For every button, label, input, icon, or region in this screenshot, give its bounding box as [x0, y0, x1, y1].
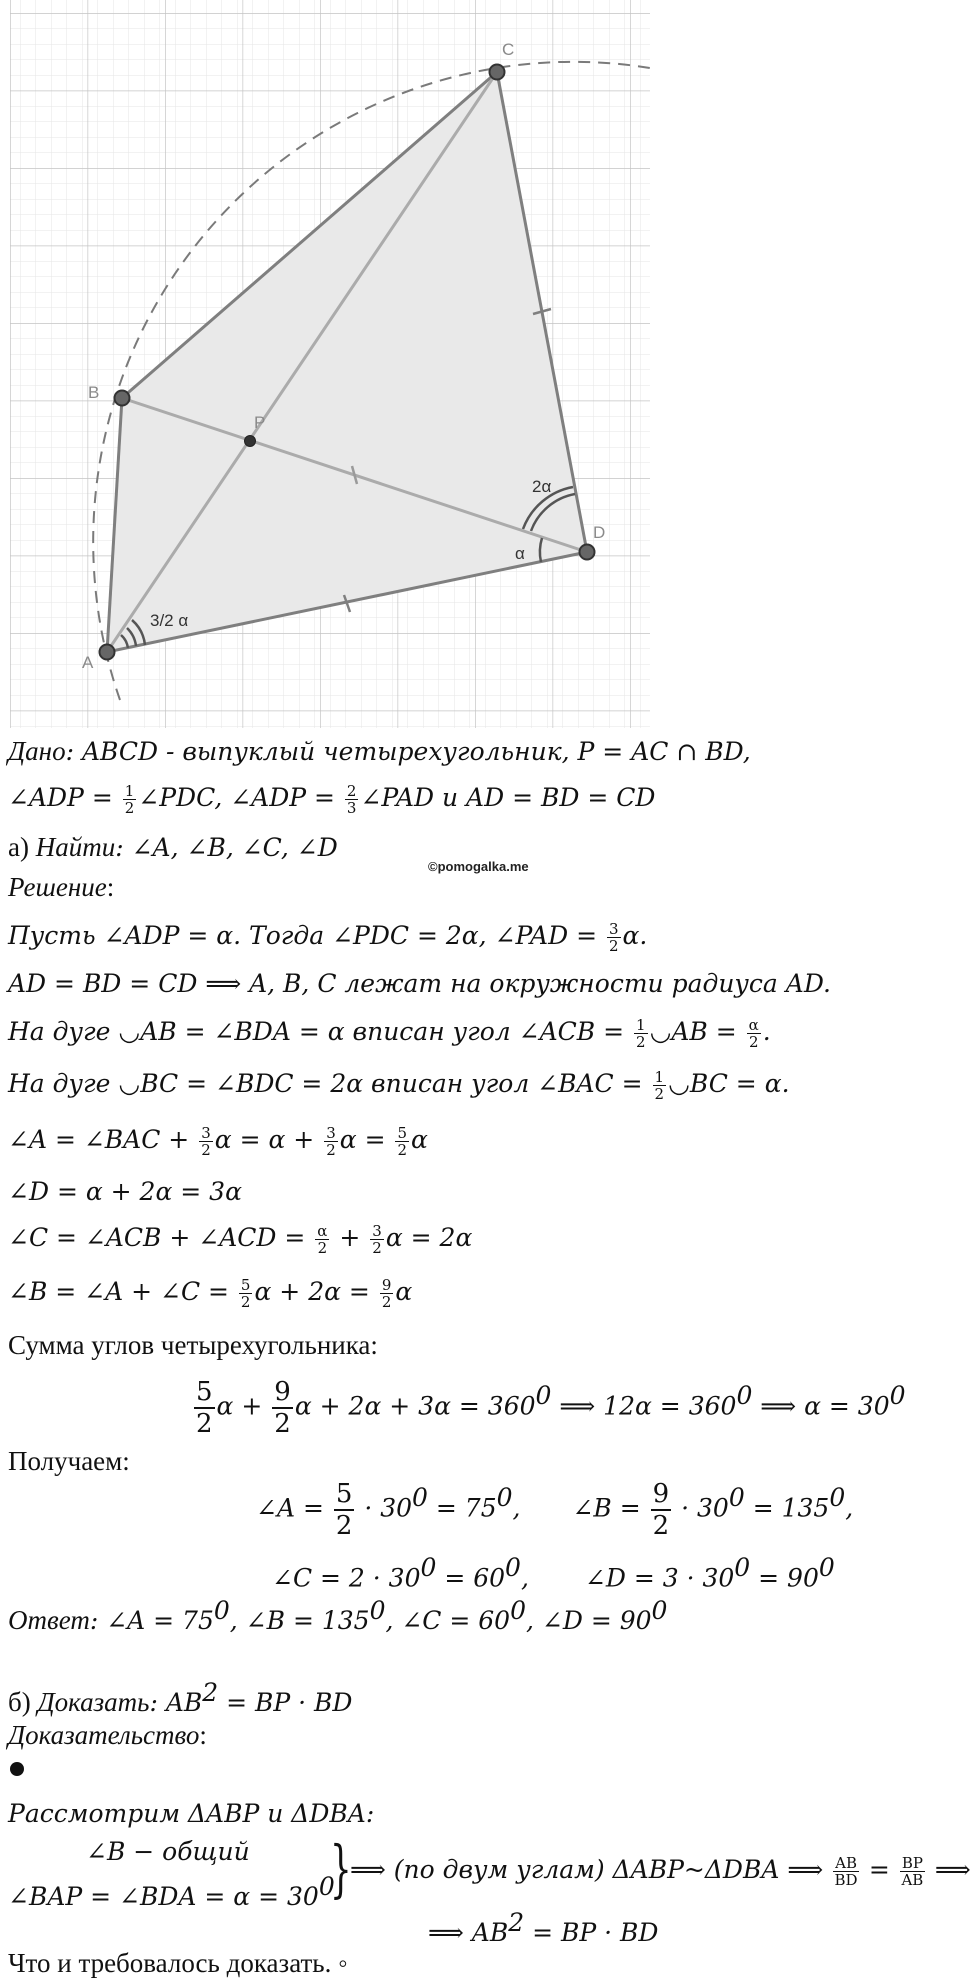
- solution-line-5: ∠A = ∠BAC + $\frac{3}{2}$ α = α + $\frac{3}{2}$ α = $\frac{5}{2}$ α: [8, 1124, 428, 1160]
- vertex-b: [115, 391, 130, 406]
- condition-1: ∠B − общий: [86, 1837, 250, 1866]
- proof-label: Доказательство:: [8, 1720, 207, 1750]
- given-line-2: ∠ADP = $\frac{1}{2}$ ∠PDC, ∠ADP = $\frac{2}{3}$ ∠PAD и AD = BD = CD: [8, 782, 656, 818]
- solution-line-2: AD = BD = CD ⟹ A, B, C лежат на окружности радиуса AD.: [8, 969, 831, 998]
- label-b: B: [88, 383, 100, 402]
- consider-line: Рассмотрим ΔABP и ΔDBA:: [8, 1799, 375, 1828]
- label-c: C: [502, 40, 515, 59]
- qed-line: Что и требовалось доказать. ◦: [8, 1948, 348, 1978]
- angle-label-d-lower: α: [515, 544, 525, 563]
- label-p: P: [254, 413, 266, 432]
- geometry-figure: [0, 0, 660, 730]
- conclusion-line: ⟹ (по двум углам) ΔABP~ΔDBA ⟹ $\frac{AB}{BD}$ = $\frac{BP}{AB}$ ⟹: [350, 1854, 971, 1890]
- angle-label-d-upper: 2α: [532, 477, 552, 496]
- vertex-c: [490, 65, 505, 80]
- solution-line-4: На дуге ◡BC = ∠BDC = 2α вписан угол ∠BAC = $\frac{1}{2}$ ◡BC = α.: [8, 1068, 790, 1104]
- find-line: а) Найти: ∠A, ∠B, ∠C, ∠D: [8, 832, 338, 862]
- label-d: D: [593, 523, 606, 542]
- prove-line: б) Доказать: $AB^2$ = BP · BD: [8, 1678, 353, 1717]
- brace: }: [330, 1832, 352, 1905]
- solution-line-8: ∠B = ∠A + ∠C = $\frac{5}{2}$ α + 2α = $\frac{9}{2}$ α: [8, 1276, 413, 1312]
- solution-label: Решение:: [8, 872, 115, 902]
- given-line-1: Дано: ABCD - выпуклый четырехугольник, P = AC ∩ BD,: [8, 736, 751, 766]
- result-line-2: ∠C = $2 \cdot 30^0 = 60^0$, ∠D = $3 \cdot 30^0 = 90^0$: [272, 1553, 835, 1593]
- condition-2: ∠BAP = ∠BDA = $\alpha = 30^0$: [8, 1872, 335, 1911]
- result-line-1: ∠A = $\frac{5}{2}$ · $30^0 = 75^0$, ∠B = $\frac{9}{2}$ · $30^0 = 135^0$,: [256, 1478, 854, 1541]
- sum-equation: $\frac{5}{2}$ α + $\frac{9}{2}$ $\alpha + 2\alpha + 3\alpha = 360^0$ ⟹ $12\alpha = 360^0$ ⟹ $\alpha = 30^0$: [196, 1376, 906, 1439]
- vertex-d: [580, 545, 595, 560]
- label-a: A: [82, 653, 94, 672]
- bullet-point: [10, 1762, 24, 1776]
- vertex-a: [100, 645, 115, 660]
- solution-line-3: На дуге ◡AB = ∠BDA = α вписан угол ∠ACB = $\frac{1}{2}$ ◡AB = $\frac{\alpha}{2}$ .: [8, 1016, 771, 1052]
- watermark: ©pomogalka.me: [428, 859, 529, 874]
- solution-line-6: ∠D = α + 2α = 3α: [8, 1177, 242, 1206]
- final-line: ⟹ $AB^2$ = BP · BD: [428, 1908, 659, 1947]
- solution-line-1: Пусть ∠ADP = α. Тогда ∠PDC = 2α, ∠PAD = $\frac{3}{2}$ α.: [8, 920, 648, 956]
- point-p: [245, 436, 256, 447]
- solution-line-7: ∠C = ∠ACB + ∠ACD = $\frac{\alpha}{2}$ + $\frac{3}{2}$ α = 2α: [8, 1222, 473, 1258]
- sum-label: Сумма углов четырехугольника:: [8, 1330, 378, 1360]
- answer-line: Ответ: ∠A = $75^0$, ∠B = $135^0$, ∠C = $60^0$, ∠D = $90^0$: [8, 1596, 668, 1635]
- angle-label-a: 3/2 α: [150, 611, 189, 630]
- get-label: Получаем:: [8, 1446, 130, 1476]
